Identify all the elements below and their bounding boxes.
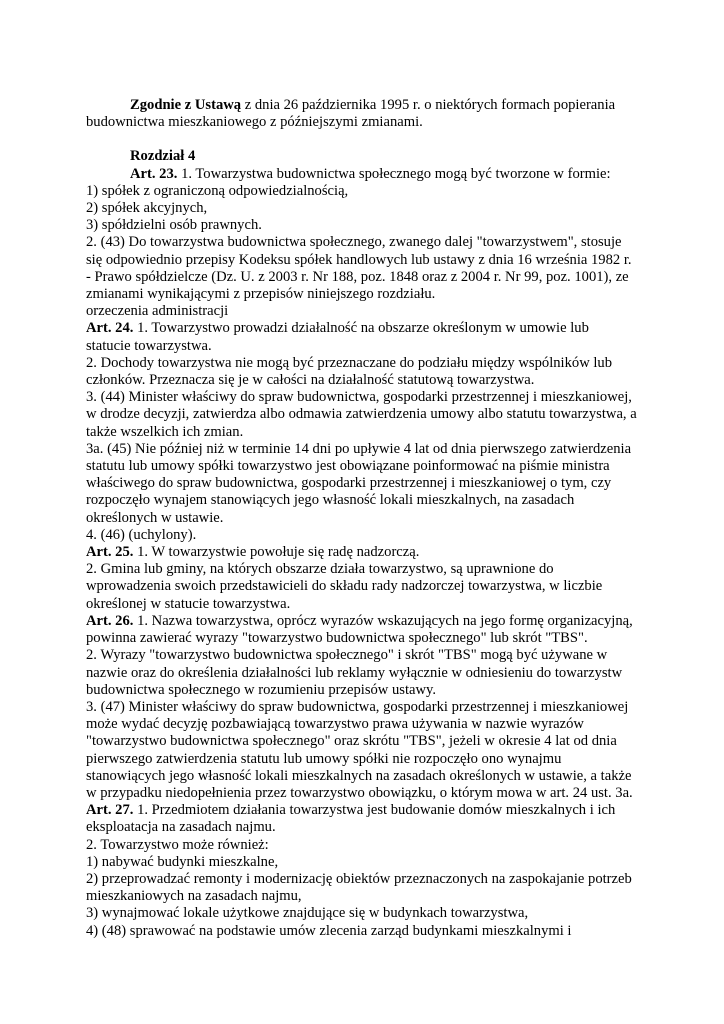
text-line: mieszkaniowych na zasadach najmu, (86, 888, 302, 905)
article-label: Art. 24. (86, 320, 134, 337)
text-line: 3. (47) Minister właściwy do spraw budownictwa, gospodarki przestrzennej i mieszkaniowej (86, 698, 629, 715)
text-line: pierwszego zatwierdzenia statutu lub umowy spółki nie rozpoczęło ono wynajmu (86, 750, 562, 767)
text-line: 4. (46) (uchylony). (86, 526, 197, 543)
text-line: statucie towarzystwa. (86, 337, 212, 354)
text-line: członków. Przeznacza się je w całości na działalność statutową towarzystwa. (86, 372, 535, 389)
article-label: Art. 27. (86, 802, 134, 819)
text-line: 2. Wyrazy "towarzystwo budownictwa społecznego" i skrót "TBS" mogą być używane w (86, 647, 608, 664)
text-line: 1) spółek z ograniczoną odpowiedzialnością, (86, 182, 349, 199)
text-line: w przypadku niedopełnienia przez towarzystwo obowiązku, o którym mowa w art. 24 ust. 3a. (86, 784, 633, 801)
text-line: wprowadzenia swoich przedstawicieli do składu rady nadzorczej towarzystwa, w liczbie (86, 578, 603, 595)
text-line: właściwego do spraw budownictwa, gospodarki przestrzennej i mieszkaniowej o tym, czy (86, 475, 612, 492)
text-line: - Prawo spółdzielcze (Dz. U. z 2003 r. Nr 188, poz. 1848 oraz z 2004 r. Nr 99, poz. 1001), ze (86, 268, 629, 285)
document-page (86, 97, 646, 940)
spacer (86, 131, 646, 148)
text-line: budownictwa społecznego w rozumieniu przepisów ustawy. (86, 681, 437, 698)
text-line: w drodze decyzji, zatwierdza albo odmawia zatwierdzenia umowy albo statutu towarzystwa, a (86, 406, 637, 423)
text-line: orzeczenia administracji (86, 303, 229, 320)
text-line: zmianami wynikającymi z przepisów niniejszego rozdziału. (86, 286, 436, 303)
intro-line-2: budownictwa mieszkaniowego z późniejszymi zmianami. (86, 114, 423, 131)
text-line: 1) nabywać budynki mieszkalne, (86, 853, 279, 870)
text-line: 2. Dochody towarzystwa nie mogą być przeznaczane do podziału między wspólników lub (86, 354, 613, 371)
text-line: 2. (43) Do towarzystwa budownictwa społecznego, zwanego dalej "towarzystwem", stosuje (86, 234, 622, 251)
article-label: Art. 26. (86, 612, 134, 629)
text-line: stanowiących jego własność lokali mieszkalnych na zasadach określonych w ustawie, a także (86, 767, 632, 784)
text-line: rozpoczęło wynajem stanowiących jego własność lokali mieszkalnych, na zasadach (86, 492, 575, 509)
text-line: 2. Gmina lub gminy, na których obszarze działa towarzystwo, są uprawnione do (86, 561, 554, 578)
text-line: 3. (44) Minister właściwy do spraw budownictwa, gospodarki przestrzennej i mieszkaniowej, (86, 389, 632, 406)
text-line: 3) wynajmować lokale użytkowe znajdujące się w budynkach towarzystwa, (86, 905, 529, 922)
art-25-heading: Art. 25. 1. W towarzystwie powołuje się radę nadzorczą. (86, 544, 420, 561)
text-line: 4) (48) sprawować na podstawie umów zlecenia zarząd budynkami mieszkalnymi i (86, 922, 572, 939)
text-line: statutu lub umowy spółki towarzystwo jest obowiązane poinformować na piśmie ministra (86, 458, 610, 475)
text-line: może wydać decyzję pozbawiającą towarzystwo prawa używania w nazwie wyrazów (86, 716, 584, 733)
text-line: 3a. (45) Nie później niż w terminie 14 dni po upływie 4 lat od dnia pierwszego zatwierdzenia (86, 440, 632, 457)
text-line: 2) spółek akcyjnych, (86, 200, 208, 217)
text-line: także wszelkich ich zmian. (86, 423, 244, 440)
text-line: 3) spółdzielni osób prawnych. (86, 217, 262, 234)
text-line: 2. Towarzystwo może również: (86, 836, 269, 853)
intro-bold-reference: Zgodnie z Ustawą (130, 97, 242, 113)
text-line: 2) przeprowadzać remonty i modernizację obiektów przeznaczonych na zaspokajanie potrzeb (86, 870, 632, 887)
text-line: się odpowiednio przepisy Kodeksu spółek handlowych lub ustawy z dnia 16 września 1982 r. (86, 251, 632, 268)
text-line: określonych w ustawie. (86, 509, 224, 526)
art-23-heading: Art. 23. 1. Towarzystwa budownictwa społecznego mogą być tworzone w formie: (130, 165, 611, 182)
text-line: eksploatacja na zasadach najmu. (86, 819, 276, 836)
intro-line-1: Zgodnie z Ustawą z dnia 26 października 1995 r. o niektórych formach popierania (130, 97, 616, 113)
art-27-heading: Art. 27. 1. Przedmiotem działania towarzystwa jest budowanie domów mieszkalnych i ich (86, 802, 616, 819)
text-line: "towarzystwo budownictwa społecznego" oraz skrótu "TBS", jeżeli w okresie 4 lat od dnia (86, 733, 617, 750)
text-line: określonej w statucie towarzystwa. (86, 595, 291, 612)
art-26-heading: Art. 26. 1. Nazwa towarzystwa, oprócz wyrazów wskazujących na jego formę organizacyjną, (86, 612, 633, 629)
text-line: powinna zawierać wyrazy "towarzystwo budownictwa społecznego" lub skrót "TBS". (86, 630, 588, 647)
article-label: Art. 23. (130, 165, 178, 182)
text-line: nazwie oraz do określenia działalności lub reklamy wyłącznie w odniesieniu do towarzystw (86, 664, 623, 681)
chapter-heading: Rozdział 4 (130, 148, 196, 165)
article-label: Art. 25. (86, 544, 134, 561)
art-24-heading: Art. 24. 1. Towarzystwo prowadzi działalność na obszarze określonym w umowie lub (86, 320, 589, 337)
